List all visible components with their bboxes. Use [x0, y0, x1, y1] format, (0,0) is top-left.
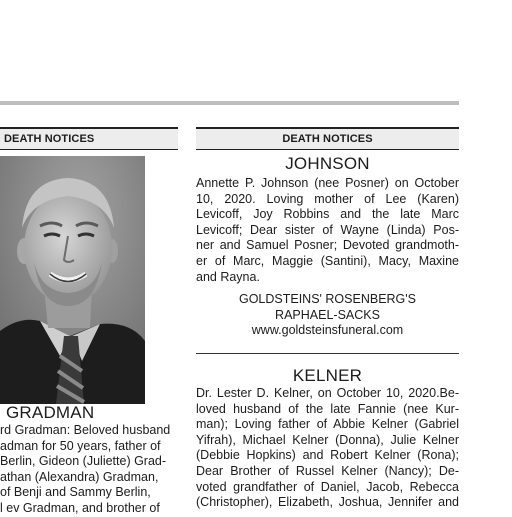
text-line: (Debbie Hopkins) and Robert Kelner (Rona); — [196, 448, 459, 463]
text-line: adman for 50 years, father of — [0, 438, 161, 453]
funeral-home-credit — [196, 292, 459, 339]
text-line: Yifrah), Michael Kelner (Donna), Julie Kelner — [196, 432, 459, 447]
obituary-text-gradman — [0, 423, 178, 517]
section-header-right — [196, 127, 459, 150]
text-line: of Benji and Sammy Berlin, — [0, 485, 151, 500]
obituary-name-gradman: GRADMAN — [6, 403, 95, 422]
obituary-name-kelner: KELNER — [292, 366, 363, 385]
text-line: (Christopher), Elizabeth, Joshua, Jennifer and — [196, 495, 459, 510]
text-line: loved husband of the late Fannie (nee Kur- — [196, 401, 459, 416]
funeral-home-line: GOLDSTEINS' ROSENBERG'S — [238, 292, 417, 306]
obituary-text-kelner — [196, 386, 459, 511]
text-line: er of Marc, Maggie (Santini), Macy, Maxine — [196, 253, 459, 268]
funeral-home-line: RAPHAEL-SACKS — [275, 307, 380, 322]
portrait-photo — [0, 156, 145, 404]
section-header-label: DEATH NOTICES — [4, 133, 95, 145]
funeral-home-website: www.goldsteinsfuneral.com — [251, 323, 404, 338]
text-line: Annette P. Johnson (nee Posner) on October — [196, 176, 459, 190]
text-line: voted grandfather of Daniel, Jacob, Rebecca — [196, 479, 459, 494]
text-line: Berlin, Gideon (Juliette) Grad- — [0, 454, 167, 469]
section-header-label: DEATH NOTICES — [282, 133, 373, 145]
text-line: 10, 2020. Loving mother of Lee (Karen) — [196, 191, 459, 206]
text-line: rd Gradman: Beloved husband — [0, 423, 171, 437]
text-line: and Rayna. — [196, 269, 260, 284]
text-line: Levicoff, Joy Robbins and the late Marc — [196, 207, 459, 222]
text-line: ner and Samuel Posner; Devoted grandmoth- — [196, 238, 459, 253]
obituary-name-johnson: JOHNSON — [285, 154, 370, 173]
portrait-image — [0, 156, 145, 404]
text-line: Levicoff; Dear sister of Wayne (Linda) Pos- — [196, 222, 459, 237]
top-divider-rule — [0, 101, 459, 105]
text-line: l ev Gradman, and brother of — [0, 500, 160, 515]
text-line: man); Loving father of Abbie Kelner (Gabriel — [196, 417, 459, 432]
section-header-left — [0, 127, 178, 150]
text-line: Dear Brother of Russel Kelner (Nancy); De- — [196, 463, 459, 478]
text-line: athan (Alexandra) Gradman, — [0, 469, 159, 484]
obituary-text-johnson — [196, 176, 459, 285]
text-line: Dr. Lester D. Kelner, on October 10, 2020.Be- — [196, 386, 459, 400]
obituary-separator — [196, 353, 459, 354]
